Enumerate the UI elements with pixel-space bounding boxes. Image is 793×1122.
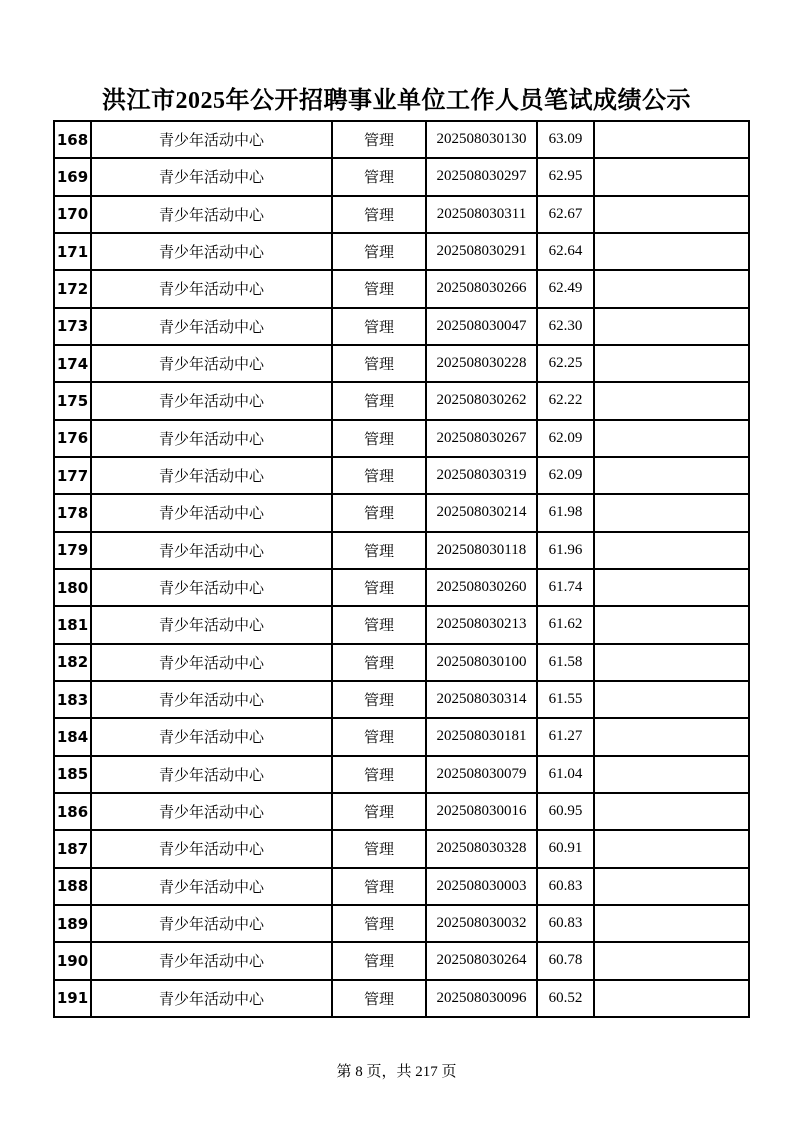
unit-cell: 青少年活动中心 xyxy=(91,793,332,830)
exam-no-cell: 202508030264 xyxy=(426,942,537,979)
exam-no-cell: 202508030130 xyxy=(426,121,537,158)
note-cell xyxy=(594,830,749,867)
table-row xyxy=(54,830,749,867)
position-cell: 管理 xyxy=(332,494,426,531)
position-cell: 管理 xyxy=(332,308,426,345)
position-cell: 管理 xyxy=(332,793,426,830)
seq-cell: 187 xyxy=(54,830,91,867)
exam-no-cell: 202508030100 xyxy=(426,644,537,681)
position-cell: 管理 xyxy=(332,681,426,718)
page-title: 洪江市2025年公开招聘事业单位工作人员笔试成绩公示 xyxy=(102,88,691,114)
position-cell: 管理 xyxy=(332,942,426,979)
score-cell: 61.27 xyxy=(537,718,594,755)
unit-cell: 青少年活动中心 xyxy=(91,830,332,867)
note-cell xyxy=(594,233,749,270)
score-cell: 61.55 xyxy=(537,681,594,718)
seq-cell: 176 xyxy=(54,420,91,457)
exam-no-cell: 202508030291 xyxy=(426,233,537,270)
seq-cell: 184 xyxy=(54,718,91,755)
unit-cell: 青少年活动中心 xyxy=(91,980,332,1017)
position-cell: 管理 xyxy=(332,345,426,382)
table-row xyxy=(54,569,749,606)
table-row xyxy=(54,718,749,755)
unit-cell: 青少年活动中心 xyxy=(91,270,332,307)
position-cell: 管理 xyxy=(332,420,426,457)
seq-cell: 175 xyxy=(54,382,91,419)
unit-cell: 青少年活动中心 xyxy=(91,457,332,494)
score-cell: 60.78 xyxy=(537,942,594,979)
unit-cell: 青少年活动中心 xyxy=(91,681,332,718)
table-row xyxy=(54,532,749,569)
note-cell xyxy=(594,868,749,905)
note-cell xyxy=(594,644,749,681)
seq-cell: 169 xyxy=(54,158,91,195)
exam-no-cell: 202508030003 xyxy=(426,868,537,905)
note-cell xyxy=(594,196,749,233)
unit-cell: 青少年活动中心 xyxy=(91,420,332,457)
note-cell xyxy=(594,942,749,979)
seq-cell: 181 xyxy=(54,606,91,643)
position-cell: 管理 xyxy=(332,457,426,494)
unit-cell: 青少年活动中心 xyxy=(91,121,332,158)
exam-no-cell: 202508030181 xyxy=(426,718,537,755)
note-cell xyxy=(594,718,749,755)
score-cell: 61.62 xyxy=(537,606,594,643)
table-row xyxy=(54,345,749,382)
unit-cell: 青少年活动中心 xyxy=(91,569,332,606)
seq-cell: 190 xyxy=(54,942,91,979)
seq-cell: 189 xyxy=(54,905,91,942)
seq-cell: 182 xyxy=(54,644,91,681)
unit-cell: 青少年活动中心 xyxy=(91,345,332,382)
exam-no-cell: 202508030319 xyxy=(426,457,537,494)
score-cell: 60.52 xyxy=(537,980,594,1017)
table-row xyxy=(54,494,749,531)
seq-cell: 183 xyxy=(54,681,91,718)
table-row xyxy=(54,905,749,942)
seq-cell: 171 xyxy=(54,233,91,270)
unit-cell: 青少年活动中心 xyxy=(91,606,332,643)
seq-cell: 185 xyxy=(54,756,91,793)
note-cell xyxy=(594,756,749,793)
seq-cell: 170 xyxy=(54,196,91,233)
note-cell xyxy=(594,457,749,494)
unit-cell: 青少年活动中心 xyxy=(91,644,332,681)
exam-no-cell: 202508030079 xyxy=(426,756,537,793)
note-cell xyxy=(594,270,749,307)
unit-cell: 青少年活动中心 xyxy=(91,868,332,905)
seq-cell: 177 xyxy=(54,457,91,494)
unit-cell: 青少年活动中心 xyxy=(91,942,332,979)
note-cell xyxy=(594,569,749,606)
position-cell: 管理 xyxy=(332,868,426,905)
score-cell: 60.91 xyxy=(537,830,594,867)
score-cell: 62.95 xyxy=(537,158,594,195)
note-cell xyxy=(594,308,749,345)
position-cell: 管理 xyxy=(332,158,426,195)
seq-cell: 168 xyxy=(54,121,91,158)
note-cell xyxy=(594,606,749,643)
score-cell: 62.30 xyxy=(537,308,594,345)
exam-no-cell: 202508030260 xyxy=(426,569,537,606)
position-cell: 管理 xyxy=(332,569,426,606)
exam-no-cell: 202508030016 xyxy=(426,793,537,830)
table-row xyxy=(54,606,749,643)
seq-cell: 180 xyxy=(54,569,91,606)
exam-no-cell: 202508030262 xyxy=(426,382,537,419)
unit-cell: 青少年活动中心 xyxy=(91,718,332,755)
table-row xyxy=(54,644,749,681)
exam-no-cell: 202508030297 xyxy=(426,158,537,195)
position-cell: 管理 xyxy=(332,606,426,643)
score-cell: 62.64 xyxy=(537,233,594,270)
seq-cell: 173 xyxy=(54,308,91,345)
position-cell: 管理 xyxy=(332,121,426,158)
seq-cell: 179 xyxy=(54,532,91,569)
table-row xyxy=(54,196,749,233)
position-cell: 管理 xyxy=(332,980,426,1017)
table-row xyxy=(54,158,749,195)
exam-no-cell: 202508030328 xyxy=(426,830,537,867)
position-cell: 管理 xyxy=(332,905,426,942)
position-cell: 管理 xyxy=(332,644,426,681)
table-row xyxy=(54,793,749,830)
position-cell: 管理 xyxy=(332,196,426,233)
table-row xyxy=(54,233,749,270)
seq-cell: 191 xyxy=(54,980,91,1017)
score-cell: 62.09 xyxy=(537,457,594,494)
score-cell: 61.96 xyxy=(537,532,594,569)
score-cell: 62.25 xyxy=(537,345,594,382)
unit-cell: 青少年活动中心 xyxy=(91,756,332,793)
position-cell: 管理 xyxy=(332,270,426,307)
score-table-body xyxy=(54,121,749,1017)
unit-cell: 青少年活动中心 xyxy=(91,382,332,419)
note-cell xyxy=(594,793,749,830)
exam-no-cell: 202508030228 xyxy=(426,345,537,382)
score-cell: 62.22 xyxy=(537,382,594,419)
unit-cell: 青少年活动中心 xyxy=(91,196,332,233)
score-cell: 60.83 xyxy=(537,868,594,905)
position-cell: 管理 xyxy=(332,382,426,419)
seq-cell: 174 xyxy=(54,345,91,382)
position-cell: 管理 xyxy=(332,756,426,793)
score-cell: 62.67 xyxy=(537,196,594,233)
note-cell xyxy=(594,121,749,158)
exam-no-cell: 202508030266 xyxy=(426,270,537,307)
note-cell xyxy=(594,494,749,531)
table-row xyxy=(54,756,749,793)
note-cell xyxy=(594,345,749,382)
note-cell xyxy=(594,980,749,1017)
table-row xyxy=(54,942,749,979)
note-cell xyxy=(594,420,749,457)
table-row xyxy=(54,868,749,905)
score-cell: 60.95 xyxy=(537,793,594,830)
note-cell xyxy=(594,158,749,195)
exam-no-cell: 202508030047 xyxy=(426,308,537,345)
note-cell xyxy=(594,382,749,419)
unit-cell: 青少年活动中心 xyxy=(91,308,332,345)
table-row xyxy=(54,457,749,494)
position-cell: 管理 xyxy=(332,718,426,755)
seq-cell: 178 xyxy=(54,494,91,531)
table-row xyxy=(54,681,749,718)
exam-no-cell: 202508030311 xyxy=(426,196,537,233)
table-row xyxy=(54,980,749,1017)
seq-cell: 186 xyxy=(54,793,91,830)
note-cell xyxy=(594,532,749,569)
score-cell: 62.49 xyxy=(537,270,594,307)
unit-cell: 青少年活动中心 xyxy=(91,158,332,195)
exam-no-cell: 202508030267 xyxy=(426,420,537,457)
table-row xyxy=(54,270,749,307)
unit-cell: 青少年活动中心 xyxy=(91,233,332,270)
exam-no-cell: 202508030314 xyxy=(426,681,537,718)
position-cell: 管理 xyxy=(332,532,426,569)
seq-cell: 172 xyxy=(54,270,91,307)
table-row xyxy=(54,308,749,345)
score-cell: 62.09 xyxy=(537,420,594,457)
exam-no-cell: 202508030214 xyxy=(426,494,537,531)
score-table xyxy=(53,120,750,1018)
exam-no-cell: 202508030213 xyxy=(426,606,537,643)
score-cell: 61.74 xyxy=(537,569,594,606)
unit-cell: 青少年活动中心 xyxy=(91,494,332,531)
score-cell: 61.58 xyxy=(537,644,594,681)
score-cell: 61.98 xyxy=(537,494,594,531)
table-row xyxy=(54,420,749,457)
position-cell: 管理 xyxy=(332,233,426,270)
unit-cell: 青少年活动中心 xyxy=(91,905,332,942)
score-cell: 61.04 xyxy=(537,756,594,793)
score-cell: 63.09 xyxy=(537,121,594,158)
note-cell xyxy=(594,681,749,718)
exam-no-cell: 202508030118 xyxy=(426,532,537,569)
table-row xyxy=(54,382,749,419)
unit-cell: 青少年活动中心 xyxy=(91,532,332,569)
page-footer: 第 8 页，共 217 页 xyxy=(336,1064,457,1080)
note-cell xyxy=(594,905,749,942)
exam-no-cell: 202508030096 xyxy=(426,980,537,1017)
position-cell: 管理 xyxy=(332,830,426,867)
seq-cell: 188 xyxy=(54,868,91,905)
score-cell: 60.83 xyxy=(537,905,594,942)
exam-no-cell: 202508030032 xyxy=(426,905,537,942)
table-row xyxy=(54,121,749,158)
